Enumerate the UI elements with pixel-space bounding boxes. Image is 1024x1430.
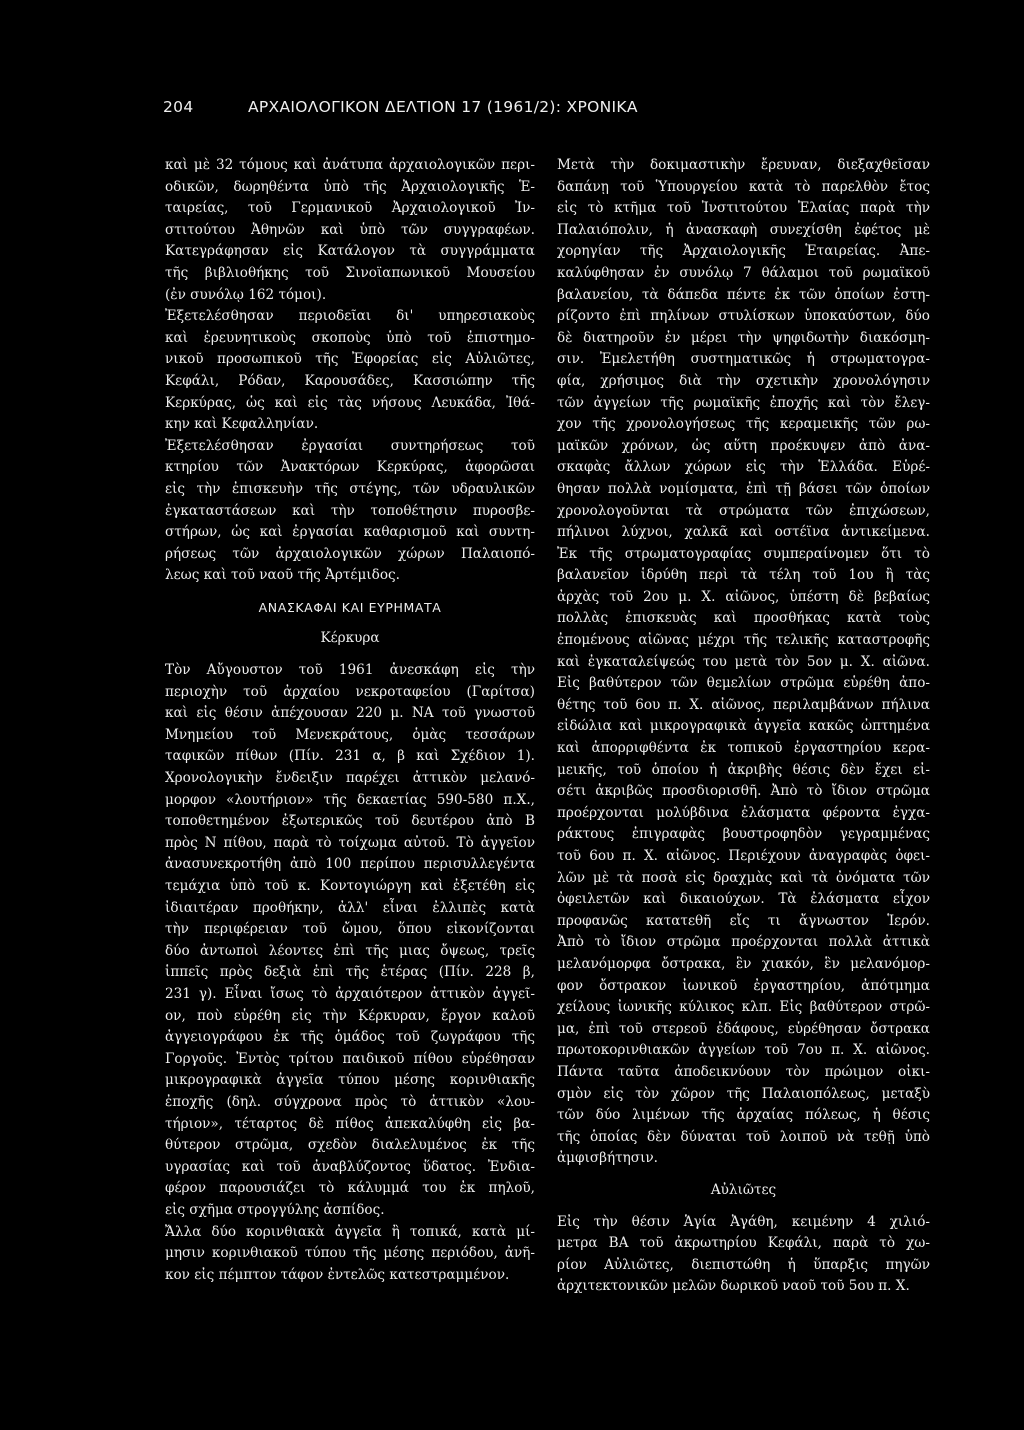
section-heading: ΑΝΑΣΚΑΦΑΙ ΚΑΙ ΕΥΡΗΜΑΤΑ — [258, 599, 442, 615]
text-line: Εἰς βαθύτερον τῶν θεμελίων στρῶμα εὑρέθη ἀπο- — [557, 675, 930, 692]
paragraph — [165, 436, 535, 587]
text-line: θησαν πολλὰ νομίσματα, ἐπὶ τῇ βάσει τῶν ὁποίων — [557, 480, 930, 497]
text-line: ον, ποὺ εὑρέθη εἰς τὴν Κέρκυραν, ἔργον καλοῦ — [165, 1007, 535, 1024]
paragraph — [165, 155, 535, 306]
text-line: Κερκύρας, ὡς καὶ εἰς τὰς νήσους Λευκάδα, Ἰθά- — [165, 394, 535, 411]
text-line: τῶν δύο λιμένων τῆς ἀρχαίας πόλεως, ἡ θέσις — [557, 1107, 930, 1124]
text-line: Ἀπὸ τὸ ἴδιον στρῶμα προέρχονται πολλὰ ἀττικὰ — [557, 934, 930, 951]
text-line: εἰς τὴν ἐπισκευὴν τῆς στέγης, τῶν υδραυλικῶν — [165, 480, 535, 497]
text-line: Χρονολογικὴν ἔνδειξιν παρέχει ἀττικὸν μελανό- — [165, 770, 535, 787]
page-number: 204 — [163, 98, 194, 116]
text-line: Εἰς τὴν θέσιν Ἁγία Ἀγάθη, κειμένην 4 χιλιό- — [557, 1213, 930, 1230]
text-line: δαπάνῃ τοῦ Ὑπουργείου κατὰ τὸ παρελθὸν ἔτος — [557, 178, 930, 195]
text-line: κην καὶ Κεφαλληνίαν. — [165, 416, 319, 433]
text-line: ἐποχῆς (δηλ. σύγχρονα πρὸς τὸ ἀττικὸν «λου- — [165, 1093, 535, 1110]
text-line: προφανῶς κατατεθῆ εἴς τι ἄγνωστον Ἱερόν. — [557, 912, 930, 929]
paragraph — [165, 1222, 535, 1287]
right-column — [557, 155, 930, 1298]
text-line: μησιν κορινθιακοῦ τύπου τῆς μέσης περιόδου, ἀνῆ- — [165, 1245, 535, 1262]
text-line: μεικῆς, τοῦ ὁποίου ἡ ἀκριβὴς θέσις δὲν ἔχει εἰ- — [557, 761, 930, 778]
text-line: εἰς σχῆμα στρογγύλης ἀσπίδος. — [165, 1201, 385, 1218]
text-line: θέτης τοῦ 6ου π. Χ. αἰῶνος, περιλαμβάνων πήλινα — [557, 696, 930, 713]
text-line: πήλινοι λύχνοι, χαλκᾶ καὶ οστέϊνα ἀντικείμενα. — [557, 524, 930, 541]
text-line: καὶ ἐγκαταλείψεώς του μετὰ τὸν 5ον μ. Χ. αἰῶνα. — [557, 653, 930, 670]
paragraph — [165, 660, 535, 1221]
text-line: λεως καὶ τοῦ ναοῦ τῆς Ἀρτέμιδος. — [165, 567, 400, 584]
text-line: Γοργοῦς. Ἐντὸς τρίτου παιδικοῦ πίθου εὑρέθησαν — [165, 1050, 535, 1067]
paragraph — [557, 155, 930, 1170]
text-line: μορφον «λουτήριον» τῆς δεκαετίας 590-580 π.Χ., — [165, 791, 535, 808]
text-line: τοῦ 6ου π. Χ. αἰῶνος. Περιέχουν ἀναγραφὰς ὀφει- — [557, 848, 930, 864]
text-line: ράκτους ἐπιγραφὰς βουστροφηδὸν γεγραμμένας — [557, 826, 930, 843]
text-line: ἰδιαιτέραν προθήκην, ἀλλ' εἶναι ἐλλιπὲς κατὰ — [165, 899, 535, 916]
text-line: τῆς βιβλιοθήκης τοῦ Σινοϊαπωνικοῦ Μουσείου — [165, 264, 535, 281]
text-line: βαλανείου, τὰ δάπεδα πέντε ἐκ τῶν ὁποίων ἐστη- — [557, 286, 930, 303]
text-line: χρονολογοῦνται τὰ στρώματα τῶν ἐπιχώσεων, — [557, 502, 930, 519]
text-line: φέρον παρουσιάζει τὸ κάλυμμά του ἐκ πηλοῦ, — [165, 1180, 535, 1197]
text-line: ἐγκαταστάσεων καὶ τὴν τοποθέτησιν πυροσβε- — [165, 502, 535, 519]
text-line: φον ὄστρακον ἰωνικοῦ ἐργαστηρίου, ἀπότμημα — [557, 977, 930, 994]
text-line: θύτερον στρῶμα, σχεδὸν διαλελυμένος ἐκ τῆς — [165, 1137, 535, 1154]
text-line: Κεφάλι, Ρόδαν, Καρουσάδες, Κασσιώπην τῆς — [165, 372, 535, 389]
text-line: λῶν μὲ τὰ ποσὰ εἰς δραχμὰς καὶ τὰ ὀνόματα τῶν — [557, 869, 930, 886]
text-line: Παλαιόπολιν, ἡ ἀνασκαφὴ συνεχίσθη ἐφέτος μὲ — [557, 221, 930, 238]
text-line: σμὸν εἰς τὸν χῶρον τῆς Παλαιοπόλεως, μεταξὺ — [557, 1085, 930, 1102]
text-line: στήρων, ὡς καὶ ἐργασίαι καθαρισμοῦ καὶ συντη- — [165, 524, 535, 541]
paragraph — [557, 1212, 930, 1298]
text-line: ἀρχιτεκτονικῶν μελῶν δωρικοῦ ναοῦ τοῦ 5ου π. Χ. — [557, 1278, 910, 1295]
paragraph — [165, 306, 535, 436]
text-line: ρήσεως τῶν ἀρχαιολογικῶν χώρων Παλαιοπό- — [165, 545, 535, 562]
text-line: Μνημείου τοῦ Μενεκράτους, ὁμὰς τεσσάρων — [165, 726, 535, 743]
text-line: μαϊκῶν χρόνων, ὡς αὕτη προέκυψεν ἀπὸ ἀνα- — [557, 437, 930, 454]
text-line: δὲ διατηροῦν ἐν μέρει τὴν ψηφιδωτὴν διακόσμη- — [557, 329, 930, 346]
text-line: Πάντα ταῦτα ἀποδεικνύουν τὸν πρώιμον οἰκι- — [557, 1063, 930, 1080]
text-line: μετρα ΒΑ τοῦ ἀκρωτηρίου Κεφάλι, παρὰ τὸ χω- — [557, 1235, 930, 1252]
text-line: δύο ἀντωποὶ λέοντες ἐπὶ τῆς μιας ὄψεως, τρεῖς — [165, 942, 535, 959]
text-line: ταιρείας, τοῦ Γερμανικοῦ Ἀρχαιολογικοῦ Ἰν- — [165, 200, 535, 217]
text-line: καὶ εἰς θέσιν ἀπέχουσαν 220 μ. ΝΑ τοῦ γνωστοῦ — [165, 705, 535, 722]
text-line: ἐπομένους αἰῶνας μέχρι τῆς τελικῆς καταστροφῆς — [557, 632, 930, 649]
text-line: μα, ἐπὶ τοῦ στερεοῦ ἐδάφους, εὑρέθησαν ὄστρακα — [557, 1020, 930, 1037]
section-subheading: Κέρκυρα — [320, 630, 380, 647]
text-line: ἀνασυνεκροτήθη ἀπὸ 100 περίπου περισυλλεγέντα — [165, 856, 535, 873]
text-line: εἰδώλια καὶ μικρογραφικὰ ἀγγεῖα κακῶς ὠπτημένα — [557, 718, 930, 735]
text-line: καὶ ἐρευνητικοὺς σκοποὺς ὑπὸ τοῦ ἐπιστημο- — [165, 329, 535, 346]
text-line: Ἐξετελέσθησαν περιοδεῖαι δι' υπηρεσιακοὺς — [165, 308, 535, 325]
text-line: βαλανεῖον ἱδρύθη περὶ τὰ τέλη τοῦ 1ου ἢ τὰς — [557, 567, 930, 584]
text-line: τεμάχια ὑπὸ τοῦ κ. Κοντογιώργη καὶ ἐξετέθη εἰς — [165, 878, 535, 894]
text-line: ὀφειλετῶν καὶ δικαιούχων. Τὰ ἐλάσματα εἶχον — [557, 891, 930, 908]
text-line: οδικῶν, δωρηθέντα ὑπὸ τῆς Ἀρχαιολογικῆς Ἑ- — [165, 178, 535, 195]
text-line: (ἐν συνόλῳ 162 τόμοι). — [165, 286, 327, 303]
text-line: πρὸς Ν πίθου, παρὰ τὸ τοίχωμα αὐτοῦ. Τὸ ἀγγεῖον — [165, 834, 535, 851]
text-line: Μετὰ τὴν δοκιμαστικὴν ἔρευναν, διεξαχθεῖσαν — [557, 157, 930, 173]
text-line: εἰς τὸ κτῆμα τοῦ Ἰνστιτούτου Ἐλαίας παρὰ τὴν — [557, 200, 930, 217]
text-line: τῆς ὁποίας δὲν δύναται τοῦ λοιποῦ νὰ τεθῇ ὑπὸ — [557, 1128, 930, 1145]
text-line: καλύφθησαν ἐν συνόλῳ 7 θάλαμοι τοῦ ρωμαϊκοῦ — [557, 264, 930, 281]
text-line: Ἄλλα δύο κορινθιακὰ ἀγγεῖα ἢ τοπικά, κατὰ μί- — [165, 1223, 535, 1240]
text-line: τήριον», τέταρτος δὲ πίθος ἀπεκαλύφθη εἰς βα- — [165, 1115, 535, 1132]
text-line: Τὸν Αὔγουστον τοῦ 1961 ἀνεσκάφη εἰς τὴν — [165, 662, 535, 679]
running-head: ΑΡΧΑΙΟΛΟΓΙΚΟΝ ΔΕΛΤΙΟΝ 17 (1961/2): ΧΡΟΝΙΚΑ — [248, 98, 638, 116]
text-line: κτηρίου τῶν Ἀνακτόρων Κερκύρας, ἀφορῶσαι — [165, 459, 535, 476]
text-line: ἱππεῖς πρὸς δεξιὰ ἐπὶ τῆς ἑτέρας (Πίν. 228 β, — [165, 964, 535, 981]
text-line: μελανόμορφα ὄστρακα, ἓν χιακόν, ἓν μελανόμορ- — [557, 955, 930, 972]
text-line: υγρασίας καὶ τοῦ ἀναβλύζοντος ὕδατος. Ἐνδια- — [165, 1158, 535, 1175]
text-line: χορηγίαν τῆς Ἀρχαιολογικῆς Ἑταιρείας. Ἀπε- — [557, 243, 930, 260]
text-line: καὶ ἀπορριφθέντα ἐκ τοπικοῦ ἐργαστηρίου κερα- — [557, 740, 930, 757]
text-line: Κατεγράφησαν εἰς Κατάλογον τὰ συγγράμματα — [165, 243, 535, 260]
text-line: στιτούτου Ἀθηνῶν καὶ ὑπὸ τῶν συγγραφέων. — [165, 221, 535, 238]
text-line: 231 γ). Εἶναι ἴσως τὸ ἀρχαιότερον ἀττικὸν ἀγγεῖ- — [165, 985, 535, 1002]
text-line: σέτι ἀκριβῶς προσδιορισθῆ. Ἀπὸ τὸ ἴδιον στρῶμα — [557, 783, 930, 800]
section-subheading: Αὐλιῶτες — [710, 1181, 777, 1198]
text-line: προέρχονται μολύβδινα ἐλάσματα φέροντα ἐγχα- — [557, 804, 930, 821]
text-line: ἀγγειογράφου ἐκ τῆς ὁμάδος τοῦ ζωγράφου τῆς — [165, 1029, 535, 1046]
text-line: ταφικῶν πίθων (Πίν. 231 α, β καὶ Σχέδιον 1). — [165, 748, 535, 765]
text-line: ἀρχὰς τοῦ 2ου μ. Χ. αἰῶνος, ὑπέστη δὲ βεβαίως — [557, 588, 930, 605]
text-line: ἀμφισβήτησιν. — [557, 1150, 659, 1167]
text-line: φία, χρήσιμος διὰ τὴν σχετικὴν χρονολόγησιν — [557, 372, 930, 389]
text-line: Ἐξετελέσθησαν ἐργασίαι συντηρήσεως τοῦ — [165, 437, 535, 454]
text-line: σκαφὰς ἄλλων χώρων εἰς τὴν Ἑλλάδα. Εὑρέ- — [557, 459, 930, 476]
text-line: χον τῆς χρονολογήσεως τῆς κεραμεικῆς τῶν ρω- — [557, 416, 930, 433]
text-line: νικοῦ προσωπικοῦ τῆς Ἐφορείας εἰς Αὐλιῶτες, — [165, 351, 535, 368]
text-line: πρωτοκορινθιακῶν ἀγγείων τοῦ 7ου π. Χ. αἰῶνος. — [557, 1042, 930, 1059]
text-line: τὴν περιφέρειαν τοῦ ὤμου, ὅπου εἰκονίζονται — [165, 921, 535, 938]
text-line: τῶν ἀγγείων τῆς ρωμαϊκῆς ἐποχῆς καὶ τὸν ἔλεγ- — [557, 394, 930, 411]
text-line: περιοχὴν τοῦ ἀρχαίου νεκροταφείου (Γαρίτσα) — [165, 683, 535, 700]
text-line: καὶ μὲ 32 τόμους καὶ ἀνάτυπα ἀρχαιολογικῶν περι- — [165, 157, 535, 173]
left-column — [165, 155, 535, 1286]
text-line: σιν. Ἐμελετήθη συστηματικῶς ἡ στρωματογρα- — [557, 351, 930, 368]
text-line: Ἐκ τῆς στρωματογραφίας συμπεραίνομεν ὅτι τὸ — [557, 545, 930, 562]
text-line: ρίζοντο ἐπὶ πηλίνων στυλίσκων ὑποκαύστων, δύο — [557, 308, 930, 325]
text-line: χείλους ἰωνικῆς κύλικος κλπ. Εἰς βαθύτερον στρῶ- — [557, 999, 930, 1016]
text-line: τοποθετημένον ἐξωτερικῶς τοῦ δευτέρου ἀπὸ Β — [165, 813, 535, 830]
text-line: πολλὰς ἐπισκευὰς καὶ προσθήκας κατὰ τοὺς — [557, 610, 930, 627]
text-line: ρίον Αὐλιῶτες, διεπιστώθη ἡ ὕπαρξις πηγῶν — [557, 1256, 930, 1273]
text-line: κον εἰς πέμπτον τάφον ἐντελῶς κατεστραμμένον. — [165, 1266, 510, 1283]
text-line: μικρογραφικὰ ἀγγεῖα τύπου μέσης κορινθιακῆς — [165, 1072, 535, 1089]
